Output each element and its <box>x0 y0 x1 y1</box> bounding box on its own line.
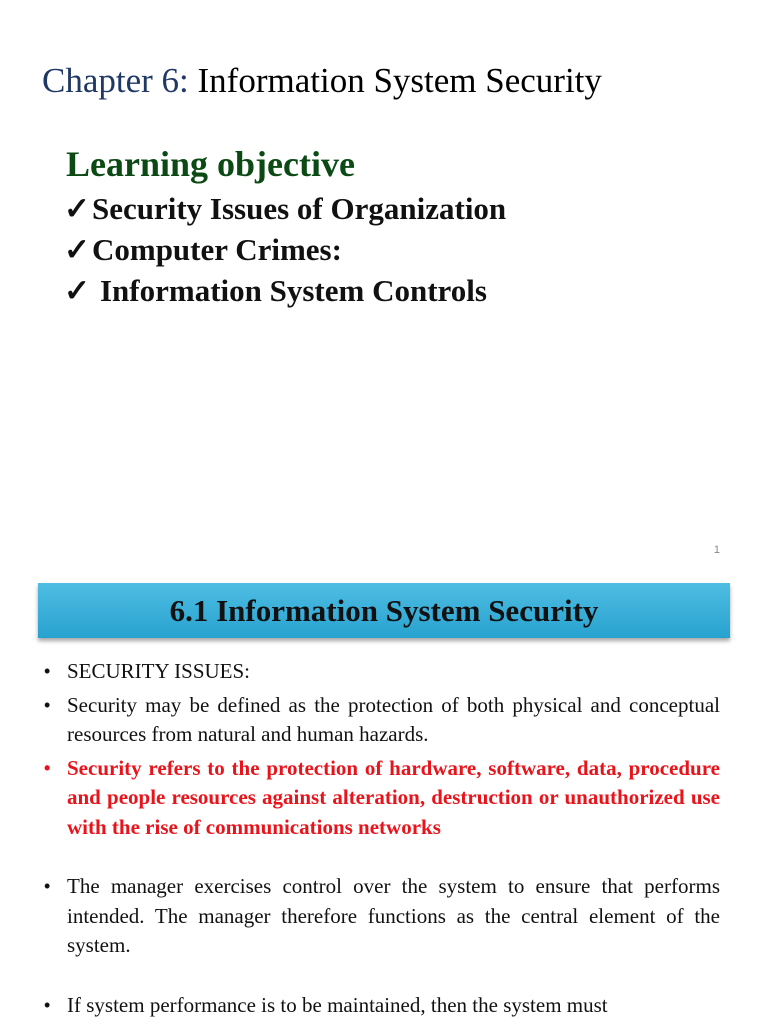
title-chapter: Chapter 6: <box>42 61 189 100</box>
bullet-item <box>44 691 720 750</box>
section-banner <box>38 583 730 638</box>
bullet-icon: • <box>44 876 51 896</box>
bullet-icon: • <box>44 994 51 1015</box>
bullet-icon: • <box>44 661 51 681</box>
checkmark-icon: ✓ <box>64 232 90 267</box>
objective-item <box>64 270 506 311</box>
slide-title <box>42 60 602 102</box>
objective-text: Computer Crimes: <box>91 232 342 267</box>
banner-title: 6.1 Information System Security <box>169 592 599 628</box>
bullet-text: If system performance is to be maintained, then the system must <box>67 992 608 1017</box>
objective-item <box>64 229 506 270</box>
bullet-text: Security refers to the protection of hardware, software, data, procedure and people resources against alteration, destruction or unauthorized use with the rise of communications networks <box>67 755 720 839</box>
bullet-text: SECURITY ISSUES: <box>67 659 251 683</box>
objectives-list <box>64 188 506 311</box>
bullet-item <box>44 991 720 1021</box>
checkmark-icon: ✓ <box>64 273 90 308</box>
bullet-item-highlighted <box>44 754 720 843</box>
bullet-text: Security may be defined as the protection of both physical and conceptual resources from natural and human hazards. <box>67 692 720 746</box>
bullet-icon: • <box>44 694 51 715</box>
bullet-icon: • <box>44 757 51 778</box>
objective-text: Security Issues of Organization <box>91 191 507 226</box>
objective-item <box>64 188 506 229</box>
bullet-text: The manager exercises control over the system to ensure that performs intended. The manager therefore functions as the central element of the system. <box>67 874 720 957</box>
bullet-item <box>44 872 720 961</box>
checkmark-icon: ✓ <box>64 191 90 226</box>
bullet-item <box>44 657 720 687</box>
page-number: 1 <box>713 544 720 556</box>
objective-text: Information System Controls <box>99 273 487 308</box>
title-text: Information System Security <box>197 61 602 100</box>
content-bullets <box>44 657 720 1020</box>
learning-objective-heading: Learning objective <box>66 144 355 184</box>
